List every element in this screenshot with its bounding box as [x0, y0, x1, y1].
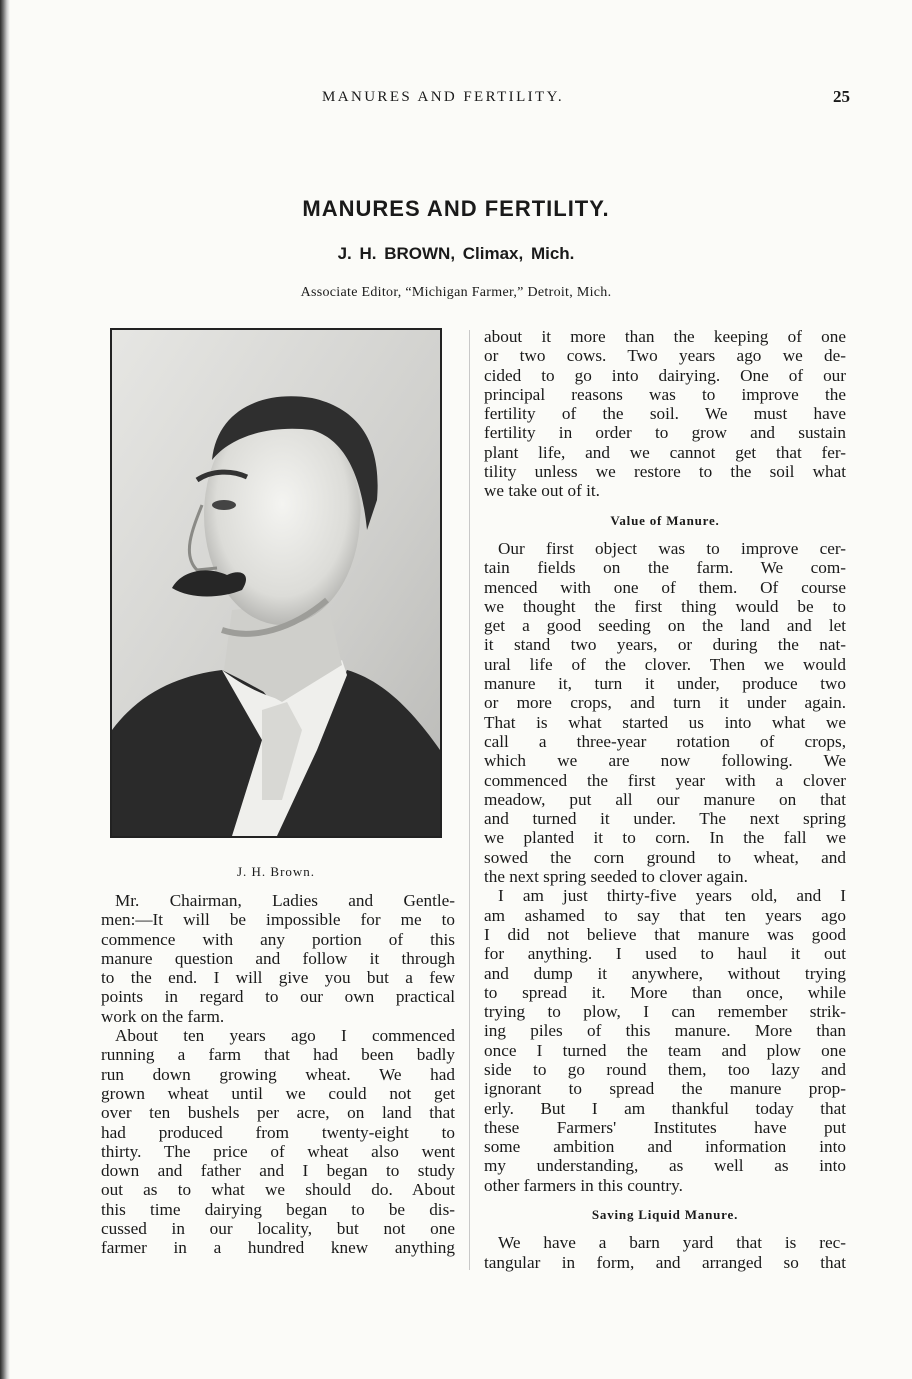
text-line: tility unless we restore to the soil what: [484, 462, 846, 482]
running-head-title: MANURES AND FERTILITY.: [322, 89, 565, 105]
text-line: points in regard to our own practical: [101, 987, 455, 1007]
text-line: work on the farm.: [101, 1006, 225, 1026]
column-rule: [469, 330, 470, 1270]
text-line: manure question and follow it through: [101, 948, 455, 968]
text-line: We have a barn yard that is rec-: [498, 1233, 846, 1253]
text-line: fertility in order to grow and sustain: [484, 423, 846, 443]
text-line: side to go round them, too lazy and: [484, 1059, 846, 1079]
text-line: plant life, and we cannot get that fer-: [484, 442, 846, 462]
text-line: had produced from twenty-eight to: [101, 1122, 455, 1142]
text-line: over ten bushels per acre, on land that: [101, 1103, 455, 1123]
text-line: or more crops, and turn it under again.: [484, 693, 846, 713]
text-line: sowed the corn ground to wheat, and: [484, 847, 846, 867]
text-line: get a good seeding on the land and let: [484, 616, 846, 636]
text-line: fertility of the soil. We must have: [484, 404, 846, 424]
left-column: [101, 891, 455, 1258]
text-line: commenced the first year with a clover: [484, 770, 846, 790]
text-line: commence with any portion of this: [101, 929, 455, 949]
text-line: my understanding, as well as into: [484, 1156, 846, 1176]
text-line: Our first object was to improve cer-: [498, 538, 846, 558]
portrait-illustration: [112, 330, 440, 836]
text-line: ignorant to spread the manure prop-: [484, 1079, 846, 1099]
text-line: to the end. I will give you but a few: [101, 968, 455, 988]
text-line: I am just thirty-five years old, and I: [498, 886, 846, 906]
text-line: erly. But I am thankful today that: [484, 1098, 846, 1118]
text-line: some ambition and information into: [484, 1137, 846, 1157]
text-line: and turned it under. The next spring: [484, 809, 846, 829]
text-line: call a three-year rotation of crops,: [484, 731, 846, 751]
right-column: [484, 327, 846, 1272]
text-line: ural life of the clover. Then we would: [484, 654, 846, 674]
text-line: Mr. Chairman, Ladies and Gentle-: [115, 891, 455, 910]
text-line: tain fields on the farm. We com-: [484, 558, 846, 578]
photo-caption: J. H. Brown.: [236, 864, 316, 879]
text-line: out as to what we should do. About: [101, 1180, 455, 1200]
text-line: down and father and I began to study: [101, 1161, 455, 1181]
text-line: principal reasons was to improve the: [484, 384, 846, 404]
text-line: thirty. The price of wheat also went: [101, 1141, 455, 1161]
text-line: manure it, turn it under, produce two: [484, 674, 846, 694]
text-line: I did not believe that manure was good: [484, 924, 846, 944]
text-line: That is what started us into what we: [484, 712, 846, 732]
article-title: MANURES AND FERTILITY.: [302, 196, 610, 221]
text-line: this time dairying began to be dis-: [101, 1199, 455, 1219]
text-line: men:—It will be impossible for me to: [101, 910, 455, 930]
text-line: we thought the first thing would be to: [484, 596, 846, 616]
section-heading: Value of Manure.: [610, 512, 720, 528]
running-head: [0, 89, 912, 111]
text-line: once I turned the team and plow one: [484, 1040, 846, 1060]
text-line: meadow, put all our manure on that: [484, 789, 846, 809]
text-line: these Farmers' Institutes have put: [484, 1117, 846, 1137]
text-line: am ashamed to say that ten years ago: [484, 905, 846, 925]
text-line: farmer in a hundred knew anything: [101, 1238, 455, 1258]
text-line: which we are now following. We: [484, 751, 846, 771]
text-line: tangular in form, and arranged so that: [484, 1252, 846, 1272]
author-affiliation: Associate Editor, “Michigan Farmer,” Detroit, Mich.: [300, 285, 612, 300]
text-line: we take out of it.: [484, 481, 600, 501]
text-line: cussed in our locality, but not one: [101, 1219, 455, 1239]
text-line: it stand two years, or during the nat-: [484, 635, 846, 655]
text-line: ing piles of this manure. More than: [484, 1021, 846, 1041]
text-line: grown wheat until we could not get: [101, 1083, 455, 1103]
text-line: to spread it. More than once, while: [484, 982, 846, 1002]
text-line: the next spring seeded to clover again.: [484, 867, 748, 887]
portrait-photo: [110, 328, 442, 838]
text-line: or two cows. Two years ago we de-: [484, 346, 846, 366]
page-number: 25: [833, 87, 850, 106]
text-line: running a farm that had been badly: [101, 1045, 455, 1065]
text-line: and dump it anywhere, without trying: [484, 963, 846, 983]
text-line: other farmers in this country.: [484, 1175, 683, 1195]
text-line: we planted it to corn. In the fall we: [484, 828, 846, 848]
text-line: about it more than the keeping of one: [484, 327, 846, 346]
article-author: J. H. BROWN, Climax, Mich.: [337, 244, 575, 263]
section-heading: Saving Liquid Manure.: [591, 1207, 739, 1223]
text-line: for anything. I used to haul it out: [484, 944, 846, 964]
text-line: trying to plow, I can remember strik-: [484, 1002, 846, 1022]
text-line: About ten years ago I commenced: [115, 1026, 455, 1046]
text-line: run down growing wheat. We had: [101, 1064, 455, 1084]
text-line: cided to go into dairying. One of our: [484, 365, 846, 385]
text-line: menced with one of them. Of course: [484, 577, 846, 597]
